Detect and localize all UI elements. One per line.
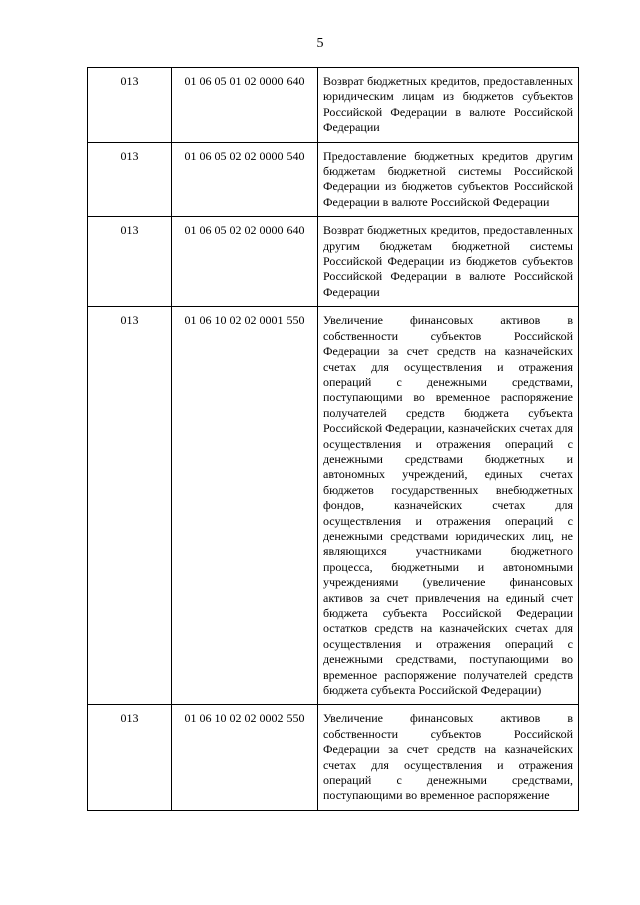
table-row xyxy=(88,705,579,810)
description-cell: Увеличение финансовых активов в собственности субъектов Российской Федерации за счет средств на казначейских счетах для осуществления и отражения операций с денежными средствами, поступающими во временное распоряжение xyxy=(318,705,579,810)
table-row xyxy=(88,68,579,143)
classification-code-cell: 01 06 05 02 02 0000 540 xyxy=(172,142,318,217)
description-cell: Предоставление бюджетных кредитов другим бюджетам бюджетной системы Российской Федерации из бюджетов субъектов Российской Федерации в валюте Российской Федерации xyxy=(318,142,579,217)
admin-code-cell: 013 xyxy=(88,68,172,143)
table-row xyxy=(88,142,579,217)
table-row xyxy=(88,217,579,307)
classification-code-cell: 01 06 10 02 02 0001 550 xyxy=(172,307,318,705)
table-row xyxy=(88,307,579,705)
admin-code-cell: 013 xyxy=(88,705,172,810)
classification-code-cell: 01 06 10 02 02 0002 550 xyxy=(172,705,318,810)
admin-code-cell: 013 xyxy=(88,217,172,307)
admin-code-cell: 013 xyxy=(88,307,172,705)
admin-code-cell: 013 xyxy=(88,142,172,217)
description-cell: Возврат бюджетных кредитов, предоставленных другим бюджетам бюджетной системы Российской Федерации из бюджетов субъектов Российской Федерации в валюте Российской Федерации xyxy=(318,217,579,307)
description-cell: Возврат бюджетных кредитов, предоставленных юридическим лицам из бюджетов субъектов Российской Федерации в валюте Российской Федерации xyxy=(318,68,579,143)
classification-code-cell: 01 06 05 01 02 0000 640 xyxy=(172,68,318,143)
classification-code-cell: 01 06 05 02 02 0000 640 xyxy=(172,217,318,307)
page-number: 5 xyxy=(316,36,324,51)
budget-classification-table xyxy=(87,67,579,811)
description-cell: Увеличение финансовых активов в собственности субъектов Российской Федерации за счет средств на казначейских счетах для осуществления и отражения операций с денежными средствами, поступающими во временное распоряжение получателей средств бюджета субъекта Российской Федерации, казначейских счетах для осуществления и отражения операций с денежными средствами бюджетных и автономных учреждений, единых счетах бюджетов государственных внебюджетных фондов, казначейских счетах для осуществления и отражения операций с денежными средствами юридических лиц, не являющихся участниками бюджетного процесса, бюджетными и автономными учреждениями (увеличение финансовых активов за счет привлечения на единый счет бюджета субъекта Российской Федерации остатков средств на казначейских счетах для осуществления и отражения операций с денежными средствами, поступающими во временное распоряжение получателей средств бюджета субъекта Российской Федерации) xyxy=(318,307,579,705)
